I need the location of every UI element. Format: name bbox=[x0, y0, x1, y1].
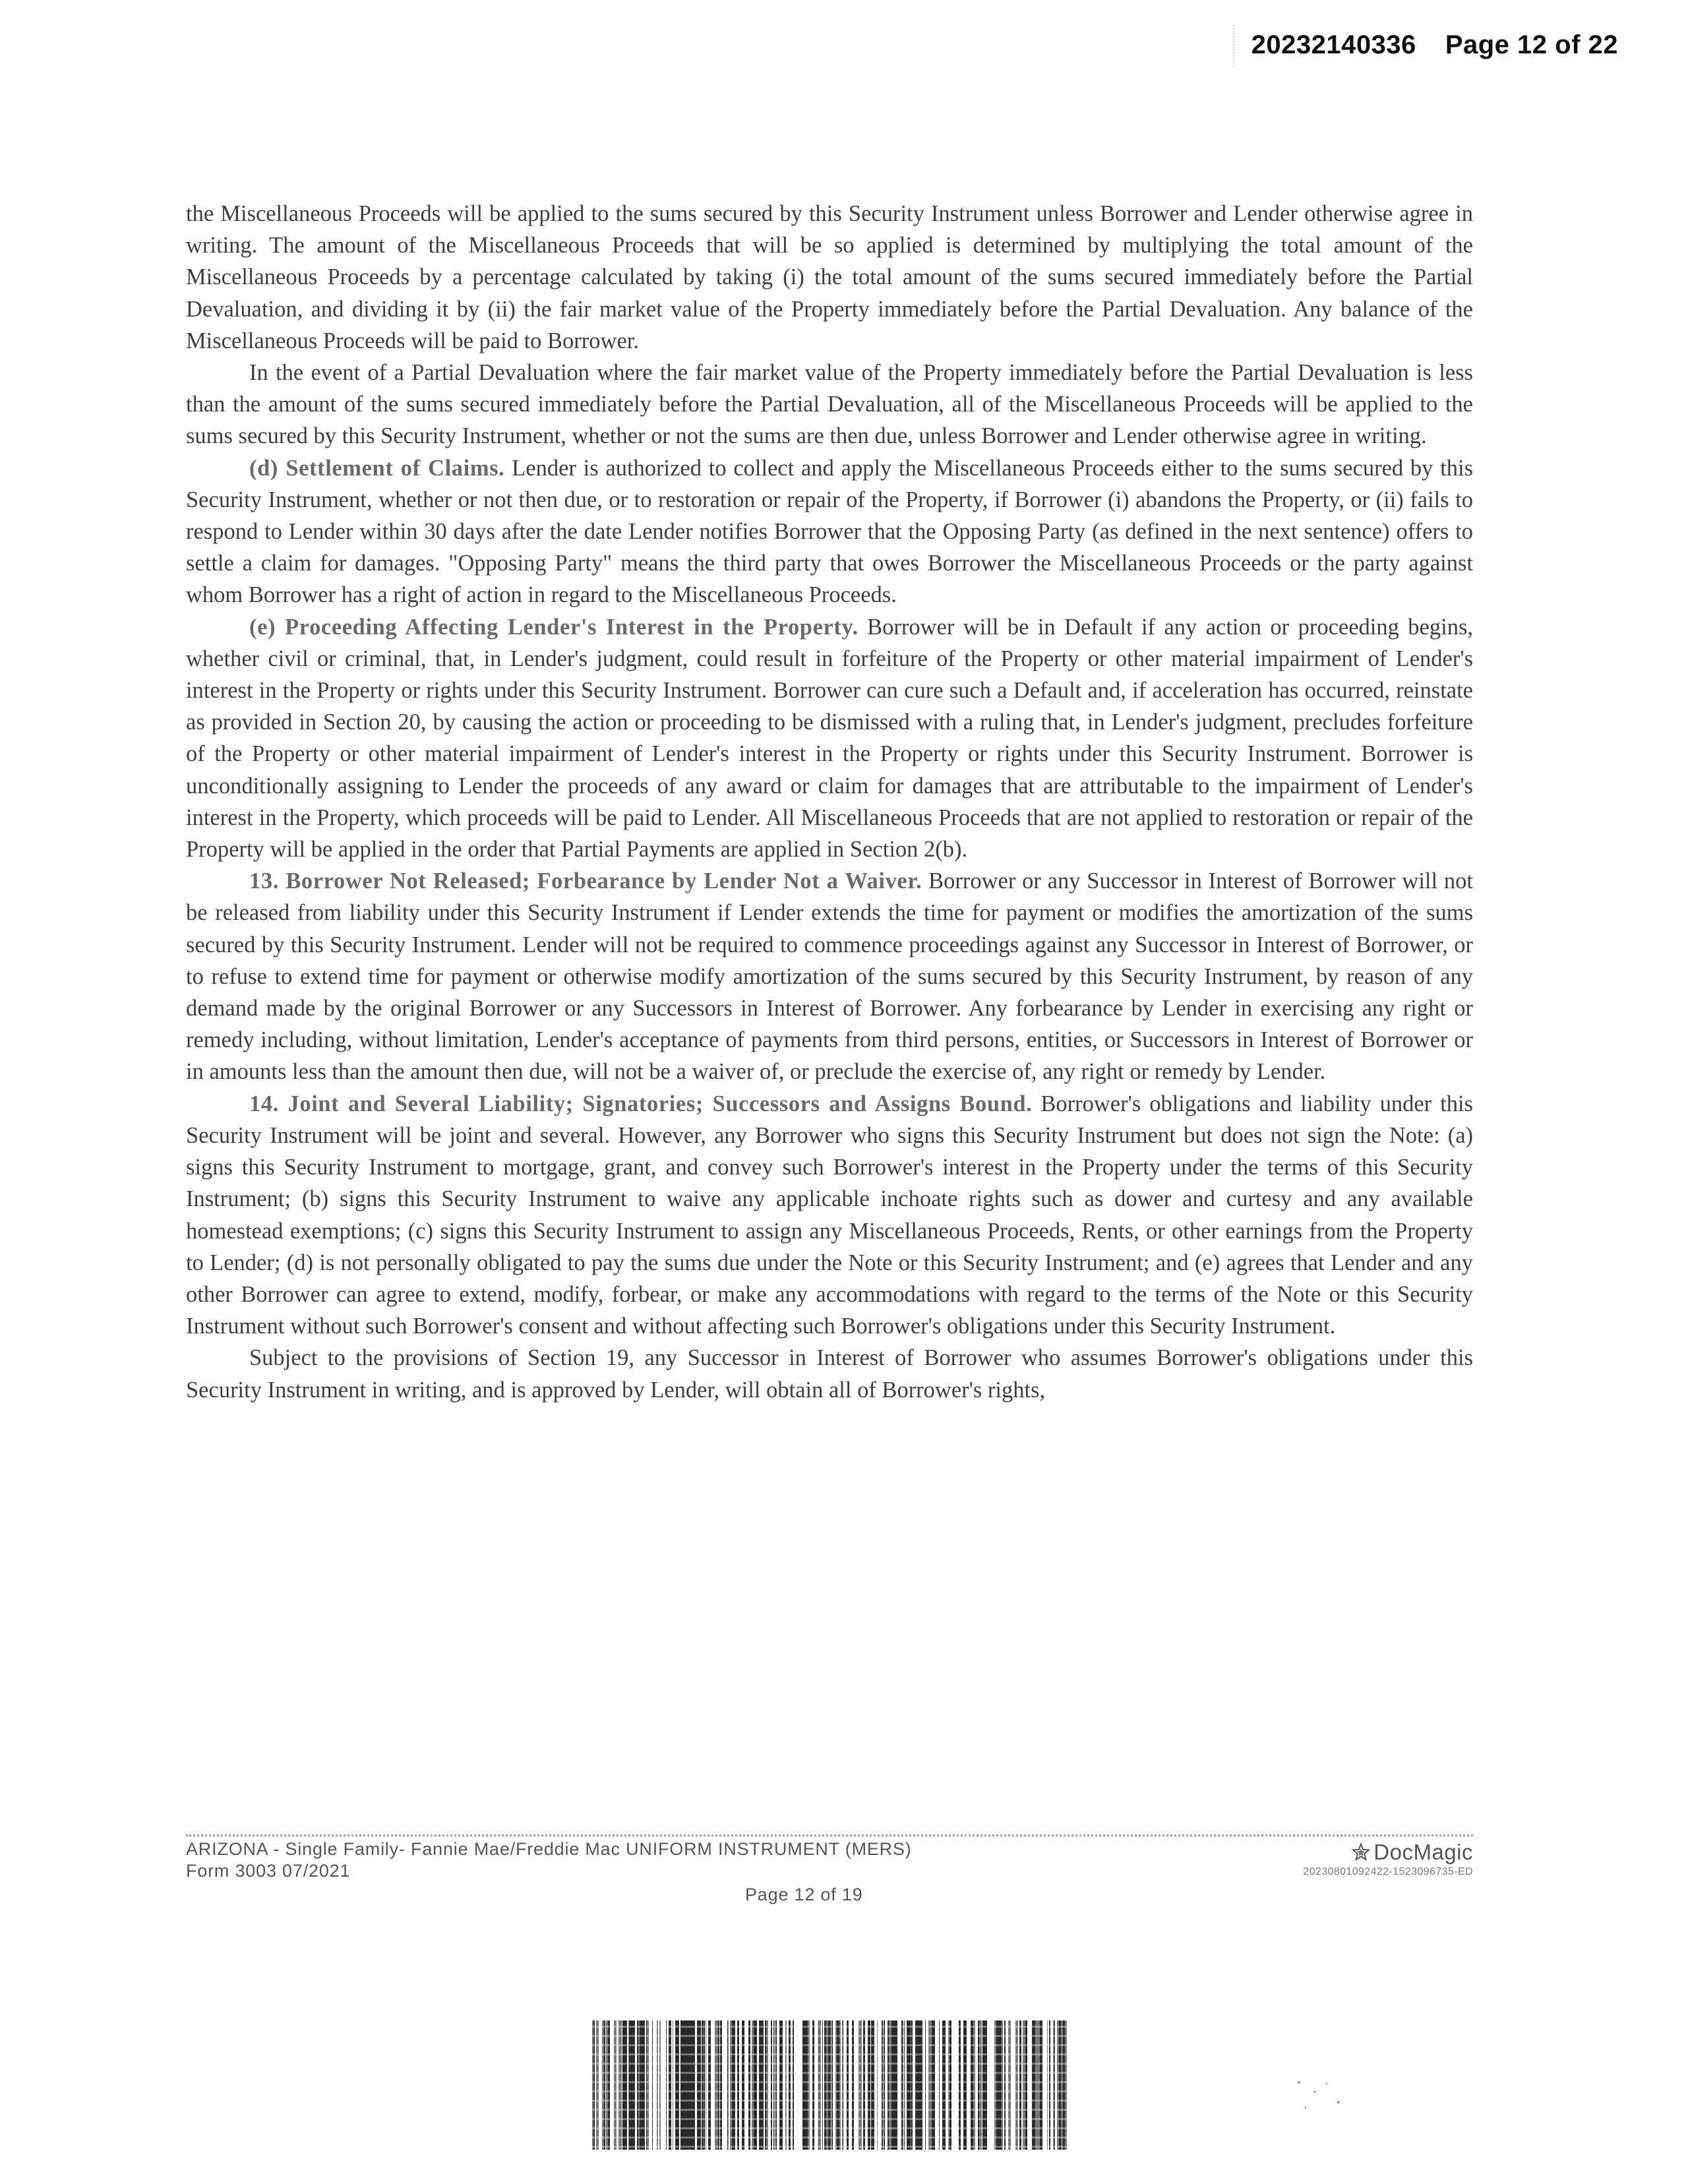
footer-divider bbox=[186, 1835, 1473, 1836]
recording-page-label: Page 12 of 22 bbox=[1445, 30, 1618, 59]
vendor-name: DocMagic bbox=[1373, 1840, 1473, 1864]
section-heading: (e) Proceeding Affecting Lender's Interest in the Property. bbox=[249, 614, 859, 640]
docmagic-logo bbox=[1303, 1840, 1473, 1865]
document-body bbox=[186, 198, 1473, 1406]
paragraph-text: Borrower or any Successor in Interest of Borrower will not be released from liability under this Security Instrument if Lender extends the time for payment or modifies the amortization of the sums secured by this Security Instrument. Lender will not be required to commence proceedings against any Successor in Interest of Borrower, or to refuse to extend time for payment or otherwise modify amortization of the sums secured by this Security Instrument, by reason of any demand made by the original Borrower or any Successors in Interest of Borrower. Any forbearance by Lender in exercising any right or remedy including, without limitation, Lender's acceptance of payments from third persons, entities, or Successors in Interest of Borrower or in amounts less than the amount then due, will not be a waiver of, or preclude the exercise of, any right or remedy by Lender. bbox=[186, 868, 1473, 1085]
paragraph-proceeding-affecting-interest bbox=[186, 611, 1473, 866]
document-page-number: Page 12 of 19 bbox=[745, 1885, 863, 1904]
form-identifier bbox=[186, 1838, 912, 1882]
star-icon bbox=[1351, 1842, 1371, 1862]
form-number: Form 3003 07/2021 bbox=[186, 1861, 351, 1881]
vendor-document-id: 20230801092422-1523096735-ED bbox=[1303, 1866, 1473, 1877]
paragraph-text: Borrower's obligations and liability under this Security Instrument will be joint and several. However, any Borrower who signs this Security Instrument but does not sign the Note: (a) signs this Security Instrument to mortgage, grant, and convey such Borrower's interest in the Property under the terms of this Security Instrument; (b) signs this Security Instrument to waive any applicable inchoate rights such as dower and curtesy and any available homestead exemptions; (c) signs this Security Instrument to assign any Miscellaneous Proceeds, Rents, or other earnings from the Property to Lender; (d) is not personally obligated to pay the sums due under the Note or this Security Instrument; and (e) agrees that Lender and any other Borrower can agree to extend, modify, forbear, or make any accommodations with regard to the terms of the Note or this Security Instrument without such Borrower's consent and without affecting such Borrower's obligations under this Security Instrument. bbox=[186, 1091, 1473, 1339]
vendor-mark bbox=[1303, 1840, 1473, 1878]
paragraph-section-13 bbox=[186, 865, 1473, 1087]
section-heading: (d) Settlement of Claims. bbox=[249, 455, 505, 481]
paragraph-partial-devaluation-calc: the Miscellaneous Proceeds will be applied to the sums secured by this Security Instrument unless Borrower and Lender otherwise agree in writing. The amount of the Miscellaneous Proceeds that will be so applied is determined by multiplying the total amount of the Miscellaneous Proceeds by a percentage calculated by taking (i) the total amount of the sums secured immediately before the Partial Devaluation, and dividing it by (ii) the fair market value of the Property immediately before the Partial Devaluation. Any balance of the Miscellaneous Proceeds will be paid to Borrower. bbox=[186, 201, 1473, 353]
paragraph-text: Lender is authorized to collect and apply the Miscellaneous Proceeds either to the sums secured by this Security Instrument, whether or not then due, or to restoration or repair of the Property, if Borrower (i) abandons the Property, or (ii) fails to respond to Lender within 30 days after the date Lender notifies Borrower that the Opposing Party (as defined in the next sentence) offers to settle a claim for damages. "Opposing Party" means the third party that owes Borrower the Miscellaneous Proceeds or the party against whom Borrower has a right of action in regard to the Miscellaneous Proceeds. bbox=[186, 455, 1473, 608]
barcode-icon bbox=[592, 2020, 1067, 2150]
paragraph-text: Borrower will be in Default if any action or proceeding begins, whether civil or criminal, that, in Lender's judgment, could result in forfeiture of the Property or other material impairment of Lender's interest in the Property or rights under this Security Instrument. Borrower can cure such a Default and, if acceleration has occurred, reinstate as provided in Section 20, by causing the action or proceeding to be dismissed with a ruling that, in Lender's judgment, precludes forfeiture of the Property or other material impairment of Lender's interest in the Property or rights under this Security Instrument. Borrower is unconditionally assigning to Lender the proceeds of any award or claim for damages that are attributable to the impairment of Lender's interest in the Property, which proceeds will be paid to Lender. All Miscellaneous Proceeds that are not applied to restoration or repair of the Property will be applied in the order that Partial Payments are applied in Section 2(b). bbox=[186, 614, 1473, 863]
form-title: ARIZONA - Single Family- Fannie Mae/Freddie Mac UNIFORM INSTRUMENT (MERS) bbox=[186, 1839, 912, 1859]
recording-stamp bbox=[1233, 25, 1627, 67]
paragraph-section-14 bbox=[186, 1088, 1473, 1343]
scan-speck-marks bbox=[1292, 2077, 1345, 2117]
paragraph-partial-devaluation-less: In the event of a Partial Devaluation where the fair market value of the Property immediately before the Partial Devaluation is less than the amount of the sums secured immediately before the Partial Devaluation, all of the Miscellaneous Proceeds will be applied to the sums secured by this Security Instrument, whether or not the sums are then due, unless Borrower and Lender otherwise agree in writing. bbox=[186, 360, 1473, 449]
section-heading: 13. Borrower Not Released; Forbearance by Lender Not a Waiver. bbox=[249, 868, 922, 894]
paragraph-successor-rights: Subject to the provisions of Section 19, any Successor in Interest of Borrower who assumes Borrower's obligations under this Security Instrument in writing, and is approved by Lender, will obtain all of Borrower's rights, bbox=[186, 1345, 1473, 1403]
paragraph-settlement-of-claims bbox=[186, 452, 1473, 611]
section-heading: 14. Joint and Several Liability; Signatories; Successors and Assigns Bound. bbox=[249, 1091, 1033, 1116]
document-number: 20232140336 bbox=[1251, 30, 1416, 59]
